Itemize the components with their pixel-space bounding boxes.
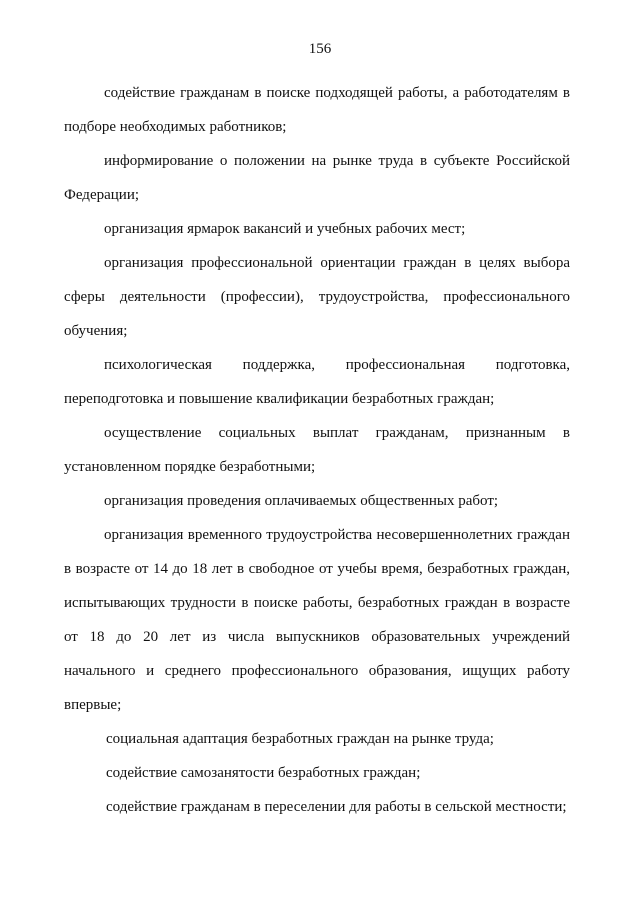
paragraph: организация профессиональной ориентации граждан в целях выбора сферы деятельности (профессии), трудоустройства, профессионального обучения;	[64, 255, 570, 339]
paragraph: организация временного трудоустройства несовершеннолетних граждан в возрасте от 14 до 18 лет в свободное от учебы время, безработных граждан, испытывающих трудности в поиске работы, безработных граждан в возрасте от 18 до 20 лет из числа выпускников образовательных учреждений начального и среднего профессионального образования, ищущих работу впервые;	[64, 527, 570, 713]
paragraph: содействие гражданам в поиске подходящей работы, а работодателям в подборе необходимых работников;	[64, 85, 570, 135]
paragraph: осуществление социальных выплат гражданам, признанным в установленном порядке безработными;	[64, 425, 570, 475]
document-body	[64, 76, 570, 824]
paragraph: психологическая поддержка, профессиональная подготовка, переподготовка и повышение квалификации безработных граждан;	[64, 357, 570, 407]
page-number: 156	[308, 41, 332, 57]
paragraph: информирование о положении на рынке труда в субъекте Российской Федерации;	[64, 153, 570, 203]
paragraph: организация проведения оплачиваемых общественных работ;	[104, 493, 499, 509]
paragraph: организация ярмарок вакансий и учебных рабочих мест;	[104, 221, 466, 237]
paragraph: содействие самозанятости безработных граждан;	[106, 765, 421, 781]
paragraph: социальная адаптация безработных граждан на рынке труда;	[106, 731, 494, 747]
paragraph: содействие гражданам в переселении для работы в сельской местности;	[106, 799, 567, 815]
